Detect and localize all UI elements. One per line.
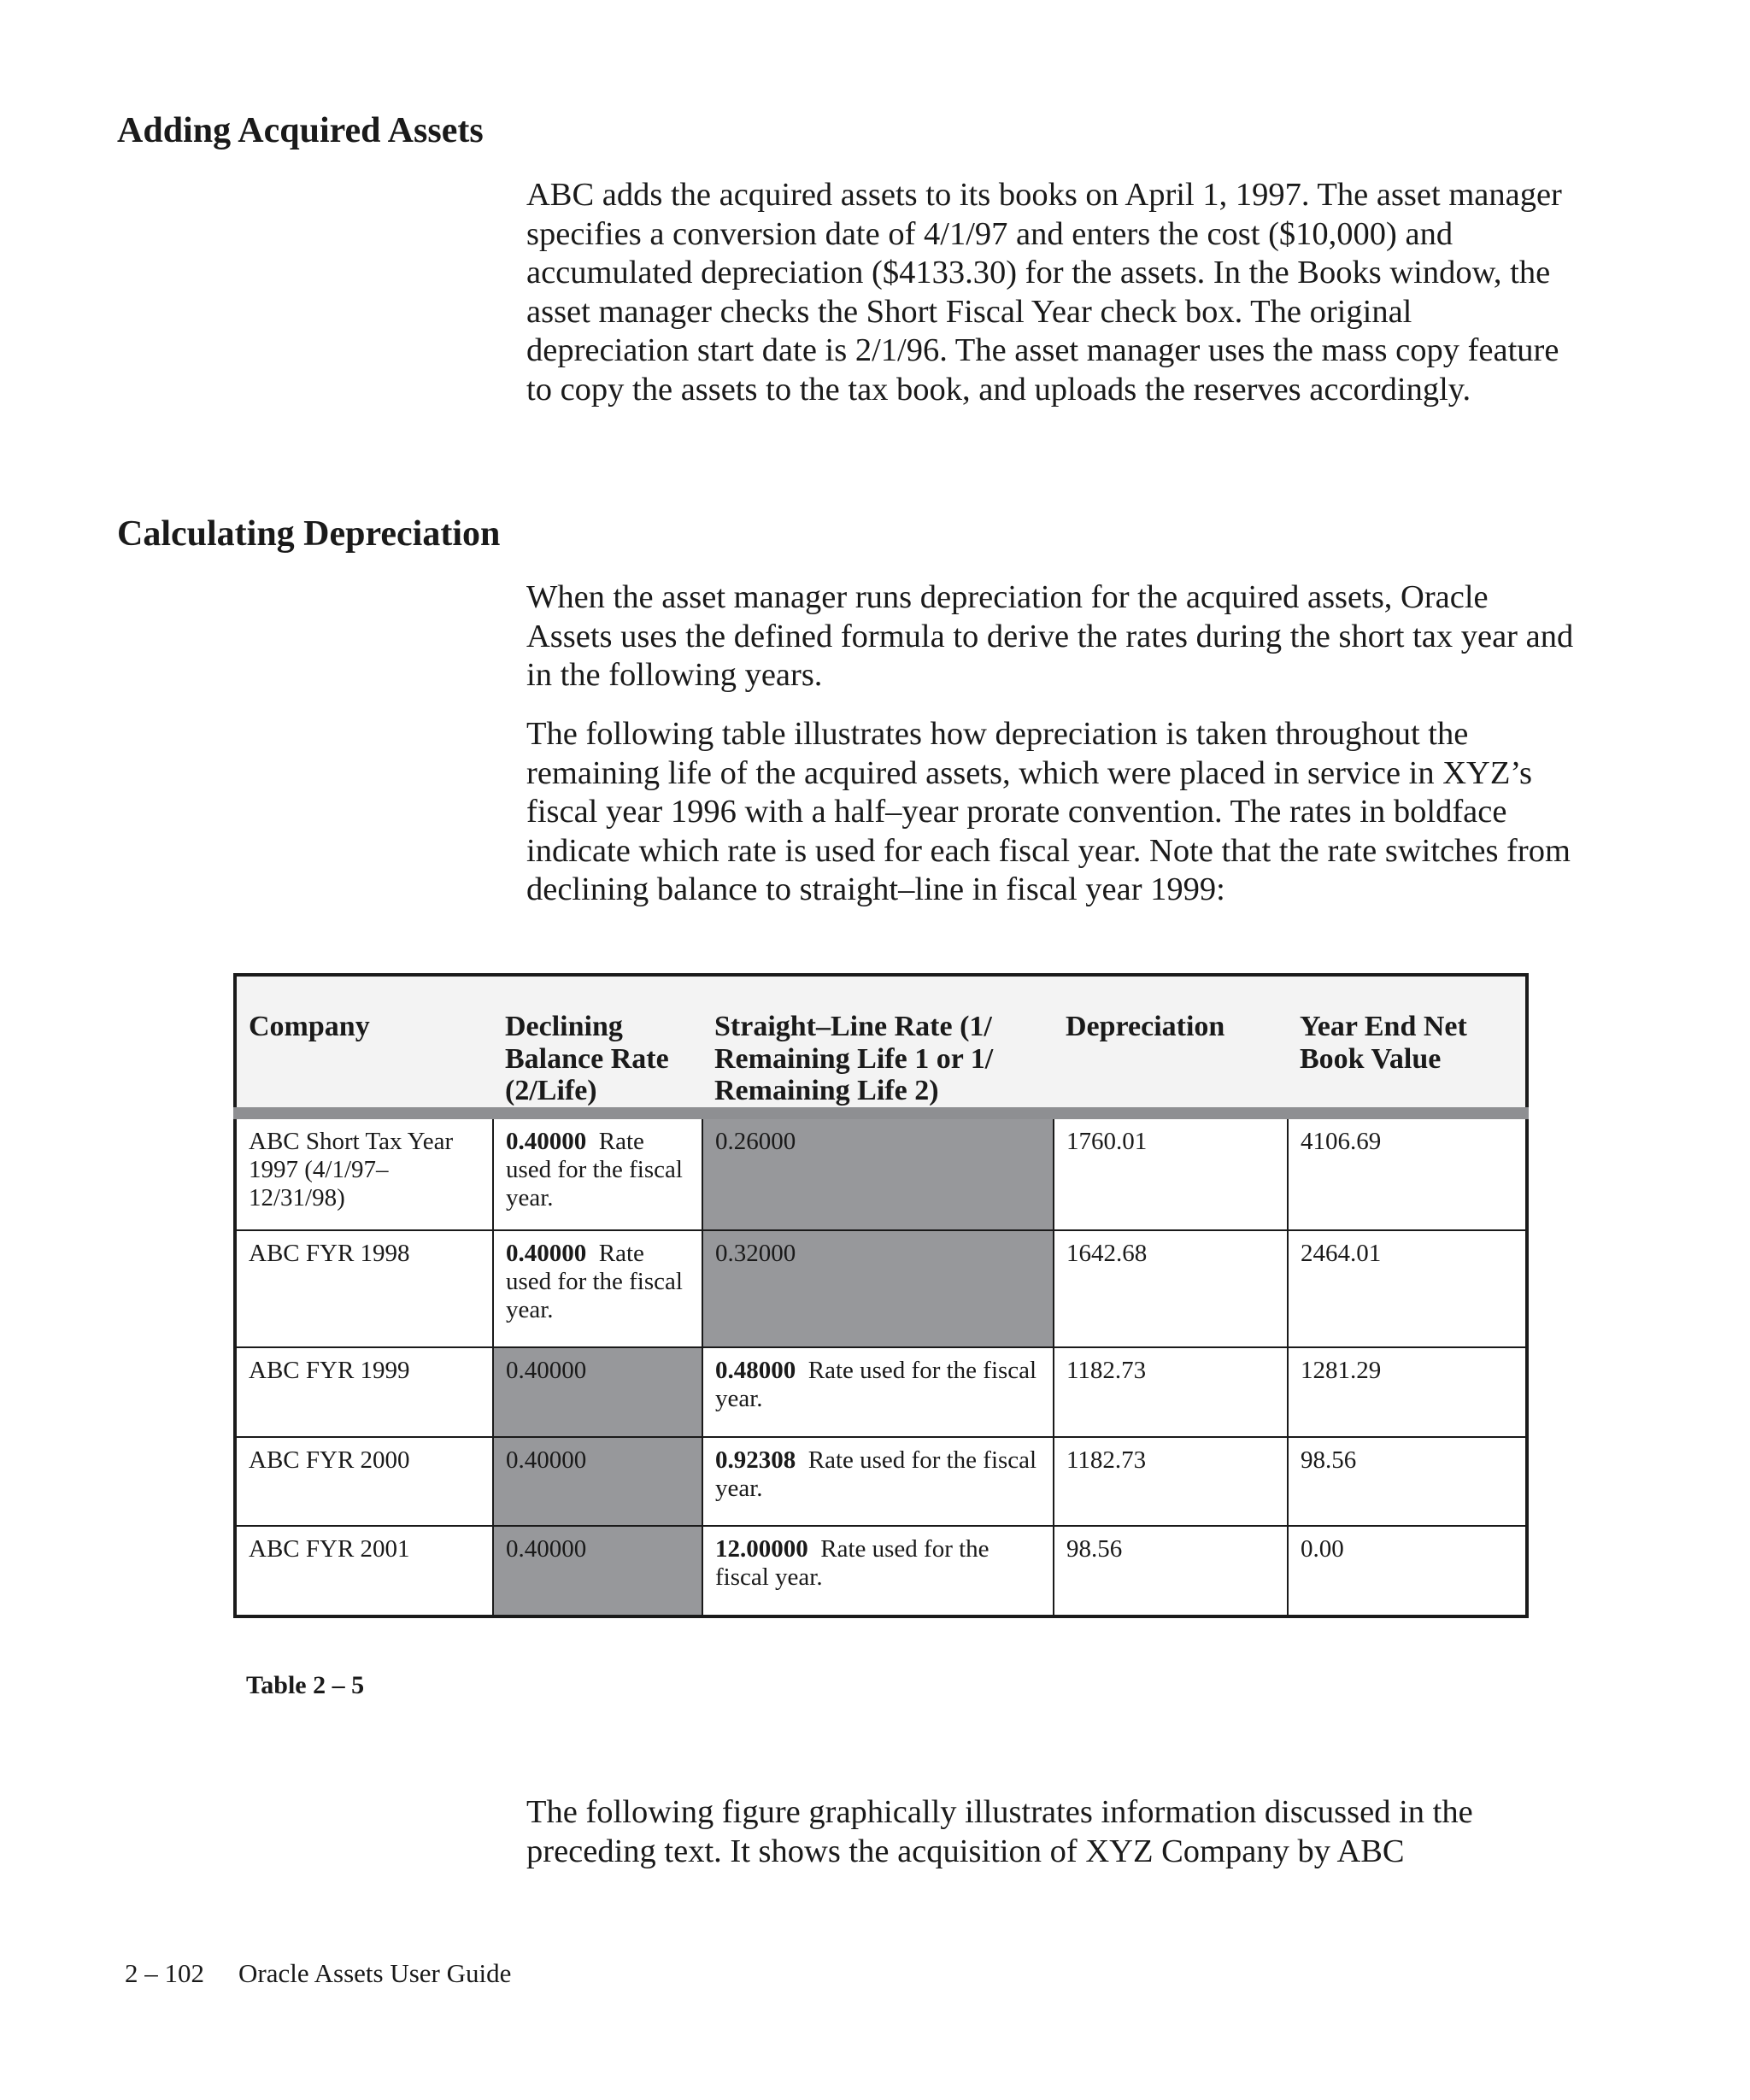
rate-value: 12.00000 [715,1534,808,1563]
cell-depreciation: 1760.01 [1054,1113,1288,1230]
cell-straight-rate [702,1437,1054,1526]
page-footer [125,1958,511,1989]
cell-straight-rate: 0.32000 [702,1230,1054,1347]
rate-used-note: Rate used for the fiscal year. [506,1239,683,1323]
cell-company: ABC FYR 2001 [235,1526,493,1616]
rate-used-note: Rate used for the fiscal year. [506,1127,683,1211]
depreciation-table-container [233,973,1525,1618]
header-straight-line-rate: Straight–Line Rate (1/ Remaining Life 1 or 1/ Remaining Life 2) [702,975,1054,1113]
cell-declining-rate: 0.40000 [493,1526,702,1616]
paragraph-run-depreciation: When the asset manager runs depreciation for the acquired assets, Oracle Assets uses the defined formula to derive the rates during the short tax year and in the following years. [526,579,1574,694]
heading-adding-acquired-assets: Adding Acquired Assets [117,111,484,150]
header-depreciation: Depreciation [1054,975,1288,1113]
cell-company: ABC FYR 2000 [235,1437,493,1526]
heading-calculating-depreciation: Calculating Depreciation [117,514,501,554]
rate-used-note: Rate used for the fiscal year. [715,1356,1037,1412]
rate-value: 0.40000 [506,1127,587,1155]
table-row [235,1437,1527,1526]
cell-company: ABC Short Tax Year 1997 (4/1/97–12/31/98) [235,1113,493,1230]
table-row [235,1230,1527,1347]
cell-declining-rate: 0.40000 [493,1437,702,1526]
paragraph-figure-intro: The following figure graphically illustrates information discussed in the preceding text. It shows the acquisition of XYZ Company by ABC [526,1794,1473,1869]
rate-value: 0.40000 [506,1239,587,1267]
cell-net-book-value: 1281.29 [1288,1347,1527,1437]
table-row [235,1347,1527,1437]
book-title: Oracle Assets User Guide [238,1958,512,1988]
header-company: Company [235,975,493,1113]
cell-straight-rate: 0.26000 [702,1113,1054,1230]
cell-straight-rate [702,1347,1054,1437]
cell-depreciation: 98.56 [1054,1526,1288,1616]
table-row [235,1113,1527,1230]
rate-used-note: Rate used for the fiscal year. [715,1534,990,1591]
cell-declining-rate [493,1230,702,1347]
cell-declining-rate [493,1113,702,1230]
depreciation-table [233,973,1529,1618]
table-header-row [235,975,1527,1113]
cell-depreciation: 1182.73 [1054,1347,1288,1437]
paragraph-table-intro: The following table illustrates how depreciation is taken throughout the remaining life of the acquired assets, which were placed in service in XYZ’s fiscal year 1996 with a half–year prorate convention. The rates in boldface indicate which rate is used for each fiscal year. Note that the rate switches from declining balance to straight–line in fiscal year 1999: [526,716,1571,908]
cell-depreciation: 1642.68 [1054,1230,1288,1347]
rate-value: 0.92308 [715,1446,796,1474]
paragraph-acquired-assets: ABC adds the acquired assets to its books on April 1, 1997. The asset manager specifies a conversion date of 4/1/97 and enters the cost ($10,000) and accumulated depreciation ($4133.30) for the assets. In the Books window, the asset manager checks the Short Fiscal Year check box. The original depreciation start date is 2/1/96. The asset manager uses the mass copy feature to copy the assets to the tax book, and uploads the reserves accordingly. [526,177,1562,408]
cell-net-book-value: 98.56 [1288,1437,1527,1526]
cell-net-book-value: 2464.01 [1288,1230,1527,1347]
cell-straight-rate [702,1526,1054,1616]
table-row [235,1526,1527,1616]
rate-used-note: Rate used for the fiscal year. [715,1446,1037,1502]
header-year-end-net-book-value: Year End Net Book Value [1288,975,1527,1113]
header-declining-balance-rate: Declining Balance Rate (2/Life) [493,975,702,1113]
table-caption: Table 2 – 5 [246,1671,365,1699]
cell-net-book-value: 0.00 [1288,1526,1527,1616]
cell-depreciation: 1182.73 [1054,1437,1288,1526]
cell-net-book-value: 4106.69 [1288,1113,1527,1230]
cell-declining-rate: 0.40000 [493,1347,702,1437]
cell-company: ABC FYR 1998 [235,1230,493,1347]
page-number: 2 – 102 [125,1958,204,1988]
rate-value: 0.48000 [715,1356,796,1384]
cell-company: ABC FYR 1999 [235,1347,493,1437]
